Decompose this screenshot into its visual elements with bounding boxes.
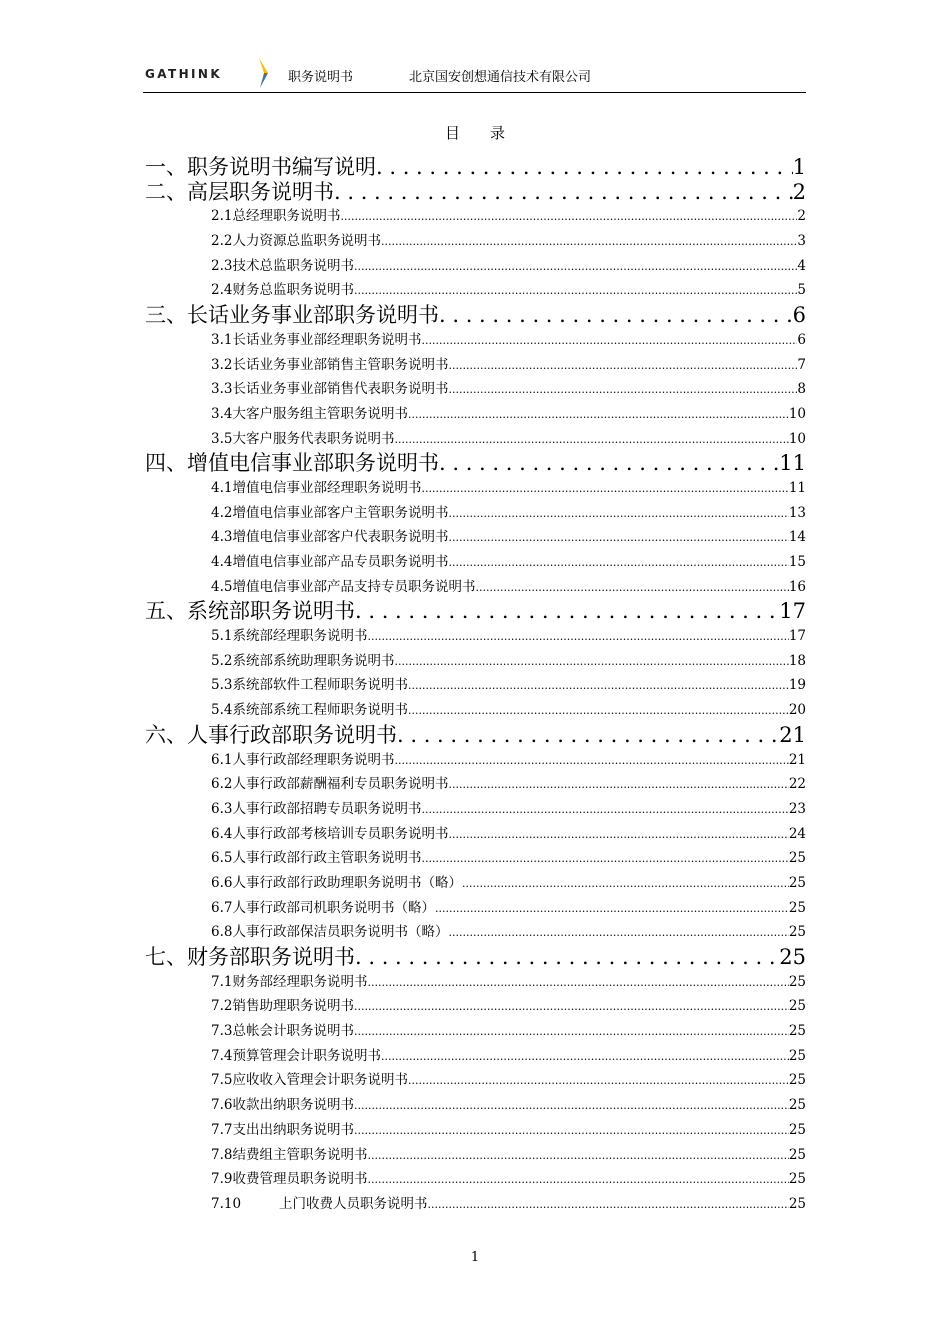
toc-entry-page: 10 [788,430,806,447]
toc-entry-page: 25 [788,1195,806,1212]
toc-entry-label [211,748,394,773]
toc-entry-text: 长话业务事业部经理职务说明书 [232,331,422,348]
toc-entry-number: 3.2 [211,356,233,373]
page-header [143,58,806,93]
toc-entry-number: 7.2 [211,998,233,1015]
toc-section-entry[interactable] [145,797,806,822]
toc-dot-leader [448,920,788,945]
toc-entry-text: 增值电信事业部经理职务说明书 [232,479,422,496]
toc-entry-label [211,328,421,353]
toc-section-entry[interactable] [145,1019,806,1044]
toc-entry-page: 17 [788,628,806,645]
toc-entry-page: 7 [797,356,806,373]
toc-entry-number: 7.1 [211,973,233,990]
company-logo-text: GATHINK [145,67,223,81]
toc-entry-label [211,673,408,698]
toc-section-entry[interactable] [145,402,806,427]
toc-entry-page: 25 [788,850,806,867]
toc-entry-label [211,797,421,822]
toc-entry-text: 三、长话业务事业部职务说明书 [145,303,439,328]
toc-entry-text: 七、财务部职务说明书 [145,945,355,969]
toc-entry-text: 销售助理职务说明书 [232,998,354,1015]
toc-entry-page: 16 [788,578,806,595]
toc-section-entry[interactable] [145,1068,806,1093]
toc-dot-leader [355,945,779,970]
toc-entry-page: 2 [792,179,806,204]
toc-entry-page: 11 [788,479,806,496]
toc-entry-number: 2.4 [211,282,233,299]
toc-entry-label [211,204,340,229]
table-of-contents [145,155,806,1217]
toc-entry-page: 25 [788,1097,806,1114]
toc-entry-label [211,846,421,871]
toc-entry-page: 25 [788,1023,806,1040]
toc-dot-leader [435,896,789,921]
toc-entry-text: 人事行政部招聘专员职务说明书 [232,800,422,817]
toc-entry-label [211,698,408,723]
toc-entry-label [211,525,448,550]
toc-chapter-entry[interactable] [145,155,806,180]
toc-entry-label [211,970,367,995]
toc-entry-label [211,377,448,402]
toc-entry-page: 14 [788,529,806,546]
toc-entry-text: 预算管理会计职务说明书 [232,1047,381,1064]
toc-entry-number: 6.3 [211,800,233,817]
toc-entry-text: 大客户服务组主管职务说明书 [232,405,408,422]
toc-entry-label [211,254,354,279]
toc-entry-page: 15 [788,554,806,570]
toc-entry-page: 25 [788,1072,806,1089]
toc-entry-number: 4.1 [211,479,233,496]
toc-dot-leader [354,1118,789,1143]
toc-entry-number: 6.2 [211,776,233,793]
toc-entry-label [211,871,462,896]
toc-dot-leader [448,550,788,575]
toc-section-entry[interactable] [145,353,806,378]
toc-dot-leader [354,994,789,1019]
toc-section-entry[interactable] [145,204,806,229]
toc-section-entry[interactable] [145,871,806,896]
toc-entry-label [211,427,394,452]
toc-dot-leader [381,1044,789,1069]
toc-title: 目 录 [444,124,506,142]
toc-entry-number: 7.3 [211,1023,233,1040]
toc-dot-leader [421,846,788,871]
toc-dot-leader [408,698,789,723]
toc-entry-label [211,624,367,649]
toc-entry-number: 3.3 [211,381,233,398]
toc-entry-number: 7.10 [211,1195,242,1212]
toc-entry-text: 总帐会计职务说明书 [232,1023,354,1040]
toc-entry-label [211,1044,381,1069]
toc-entry-label [211,1143,367,1168]
toc-entry-label [211,1019,354,1044]
toc-section-entry[interactable] [145,1093,806,1118]
toc-dot-leader [439,451,779,476]
toc-entry-text: 长话业务事业部销售代表职务说明书 [232,381,449,398]
header-doc-title: 职务说明书 [288,70,354,85]
toc-entry-label [211,772,448,797]
toc-chapter-entry[interactable] [145,180,806,205]
toc-section-entry[interactable] [145,1118,806,1143]
toc-entry-text: 上门收费人员职务说明书 [279,1195,428,1212]
toc-entry-label [211,402,408,427]
toc-dot-leader [448,501,788,526]
toc-dot-leader [448,772,788,797]
toc-dot-leader [408,402,789,427]
toc-entry-number: 6.6 [211,874,233,891]
toc-section-entry[interactable] [145,254,806,279]
toc-entry-number: 3.1 [211,331,233,348]
toc-entry-text: 财务总监职务说明书 [232,282,354,299]
toc-dot-leader [408,673,789,698]
toc-entry-text: 六、人事行政部职务说明书 [145,722,397,747]
toc-section-entry[interactable] [145,476,806,501]
toc-section-entry[interactable] [145,377,806,402]
toc-entry-page: 21 [788,751,806,768]
toc-section-entry[interactable] [145,624,806,649]
toc-entry-text: 人力资源总监职务说明书 [232,233,381,250]
toc-entry-label [211,994,354,1019]
toc-dot-leader [475,575,788,600]
toc-dot-leader [394,427,788,452]
toc-dot-leader [397,723,779,748]
toc-entry-text: 大客户服务代表职务说明书 [232,430,395,447]
toc-section-entry[interactable] [145,649,806,674]
toc-section-entry[interactable] [145,1143,806,1168]
toc-section-entry[interactable] [145,1167,806,1192]
toc-dot-leader [334,180,793,205]
toc-entry-page: 17 [779,599,806,624]
toc-entry-page: 13 [788,504,806,521]
toc-dot-leader [428,1192,789,1217]
toc-entry-number: 7.9 [211,1171,233,1188]
toc-entry-text: 增值电信事业部产品支持专员职务说明书 [232,578,476,595]
toc-entry-number: 6.1 [211,751,233,768]
page-number: 1 [470,1250,480,1265]
toc-entry-page: 25 [788,874,806,891]
toc-entry-label [211,476,421,501]
toc-entry-label [211,550,448,575]
toc-entry-label [211,1118,354,1143]
toc-section-entry[interactable] [145,822,806,847]
toc-chapter-entry[interactable] [145,303,806,328]
toc-entry-text: 人事行政部保洁员职务说明书（略） [232,924,449,941]
toc-entry-label [211,896,435,921]
toc-entry-page: 21 [779,722,806,747]
toc-entry-text: 五、系统部职务说明书 [145,599,355,624]
toc-entry-number: 6.4 [211,825,233,842]
toc-entry-number: 7.5 [211,1072,233,1089]
toc-dot-leader [354,278,797,303]
toc-entry-label [211,822,448,847]
toc-entry-label [145,180,334,205]
toc-entry-number: 7.4 [211,1047,233,1064]
toc-entry-label [211,278,354,303]
toc-section-entry[interactable] [145,501,806,526]
toc-entry-page: 25 [788,924,806,941]
toc-entry-page: 25 [788,998,806,1015]
toc-entry-text: 增值电信事业部客户主管职务说明书 [232,504,449,521]
toc-entry-text: 系统部系统助理职务说明书 [232,652,395,669]
toc-entry-number: 4.2 [211,504,233,521]
toc-entry-number: 2.1 [211,208,233,225]
toc-chapter-entry[interactable] [145,599,806,624]
toc-entry-page: 24 [788,825,806,842]
toc-entry-page: 18 [788,652,806,669]
toc-entry-label [145,303,439,328]
toc-entry-text: 人事行政部薪酬福利专员职务说明书 [232,776,449,793]
toc-dot-leader [448,353,797,378]
toc-entry-text: 二、高层职务说明书 [145,179,334,204]
toc-entry-label [211,1093,354,1118]
toc-entry-label [211,1167,367,1192]
toc-entry-number: 3.4 [211,405,233,422]
toc-entry-number: 6.8 [211,924,233,941]
toc-entry-text: 人事行政部行政助理职务说明书（略） [232,874,462,891]
toc-entry-text: 结费组主管职务说明书 [232,1146,368,1163]
toc-entry-text: 人事行政部经理职务说明书 [232,751,395,768]
toc-entry-label [211,920,448,945]
toc-chapter-entry[interactable] [145,723,806,748]
toc-entry-page: 1 [792,155,806,179]
toc-entry-page: 25 [788,973,806,990]
toc-entry-text: 人事行政部司机职务说明书（略） [232,899,435,916]
toc-entry-page: 6 [792,303,806,328]
toc-section-entry[interactable] [145,994,806,1019]
toc-dot-leader [421,328,797,353]
toc-dot-leader [367,624,788,649]
toc-dot-leader [421,797,788,822]
toc-dot-leader [394,748,788,773]
toc-entry-number: 7.8 [211,1146,233,1163]
toc-dot-leader [448,377,797,402]
toc-entry-text: 增值电信事业部客户代表职务说明书 [232,529,449,546]
toc-entry-number: 6.5 [211,850,233,867]
toc-dot-leader [354,1019,789,1044]
toc-entry-number: 7.7 [211,1121,233,1138]
toc-section-entry[interactable] [145,575,806,600]
toc-entry-text: 技术总监职务说明书 [232,257,354,274]
header-company-name: 北京国安创想通信技术有限公司 [409,70,592,85]
toc-section-entry[interactable] [145,525,806,550]
toc-entry-label [145,723,397,748]
toc-section-entry[interactable] [145,772,806,797]
toc-section-entry[interactable] [145,673,806,698]
toc-section-entry[interactable] [145,328,806,353]
toc-section-entry[interactable] [145,278,806,303]
toc-entry-text: 四、增值电信事业部职务说明书 [145,451,439,476]
toc-entry-label [211,353,448,378]
toc-chapter-entry[interactable] [145,945,806,970]
toc-entry-text: 一、职务说明书编写说明 [145,155,376,179]
toc-dot-leader [408,1068,789,1093]
toc-entry-page: 8 [797,381,806,398]
toc-entry-page: 22 [788,776,806,793]
toc-entry-text: 系统部经理职务说明书 [232,628,368,645]
toc-dot-leader [448,822,788,847]
toc-section-entry[interactable] [145,920,806,945]
toc-entry-page: 25 [788,1121,806,1138]
toc-section-entry[interactable] [145,970,806,995]
toc-entry-text: 人事行政部行政主管职务说明书 [232,850,422,867]
toc-entry-page: 10 [788,405,806,422]
toc-entry-label [211,1068,408,1093]
toc-section-entry[interactable] [145,229,806,254]
toc-section-entry[interactable] [145,748,806,773]
toc-entry-number: 7.6 [211,1097,233,1114]
toc-dot-leader [381,229,797,254]
toc-dot-leader [354,1093,789,1118]
toc-entry-label [145,451,439,476]
toc-entry-page: 25 [779,945,806,969]
toc-entry-page: 25 [788,1171,806,1188]
toc-entry-number: 4.4 [211,554,233,570]
toc-entry-text: 应收收入管理会计职务说明书 [232,1072,408,1089]
toc-entry-text: 总经理职务说明书 [232,208,341,225]
toc-dot-leader [448,525,788,550]
toc-entry-label [211,501,448,526]
toc-entry-number: 3.5 [211,430,233,447]
toc-section-entry[interactable] [145,427,806,452]
toc-entry-text: 支出出纳职务说明书 [232,1121,354,1138]
toc-dot-leader [355,599,779,624]
toc-entry-label [145,155,376,180]
toc-chapter-entry[interactable] [145,451,806,476]
toc-dot-leader [439,303,793,328]
toc-entry-text: 长话业务事业部销售主管职务说明书 [232,356,449,373]
toc-entry-page: 5 [797,282,806,299]
toc-entry-number: 2.3 [211,257,233,274]
toc-dot-leader [354,254,797,279]
toc-entry-label [211,575,475,600]
toc-dot-leader [421,476,788,501]
toc-entry-number: 5.2 [211,652,233,669]
toc-entry-number: 4.5 [211,578,233,595]
toc-entry-page: 6 [797,331,806,348]
toc-entry-text: 收费管理员职务说明书 [232,1171,368,1188]
toc-dot-leader [367,970,788,995]
toc-entry-page: 20 [788,702,806,719]
toc-dot-leader [394,649,788,674]
toc-section-entry[interactable] [145,698,806,723]
toc-dot-leader [367,1167,788,1192]
toc-entry-label [211,229,381,254]
toc-entry-page: 23 [788,800,806,817]
toc-entry-number: 6.7 [211,899,233,916]
toc-entry-number: 5.3 [211,677,233,694]
toc-entry-number: 2.2 [211,233,233,250]
toc-entry-page: 4 [797,257,806,274]
toc-entry-text: 增值电信事业部产品专员职务说明书 [232,554,449,570]
toc-entry-page: 2 [797,208,806,225]
toc-entry-text: 系统部软件工程师职务说明书 [232,677,408,694]
toc-dot-leader [340,204,797,229]
toc-entry-text: 人事行政部考核培训专员职务说明书 [232,825,449,842]
toc-section-entry[interactable] [145,1192,806,1217]
toc-entry-number: 5.4 [211,702,233,719]
toc-entry-label [211,1192,428,1217]
toc-section-entry[interactable] [145,1044,806,1069]
toc-entry-page: 3 [797,233,806,250]
toc-section-entry[interactable] [145,846,806,871]
toc-entry-label [145,599,355,624]
toc-entry-label [145,945,355,970]
toc-dot-leader [367,1143,788,1168]
toc-entry-page: 11 [779,451,806,476]
toc-section-entry[interactable] [145,550,806,575]
company-logo-icon [256,58,270,88]
toc-entry-label [211,649,394,674]
toc-entry-text: 收款出纳职务说明书 [232,1097,354,1114]
toc-entry-text: 系统部系统工程师职务说明书 [232,702,408,719]
toc-entry-page: 25 [788,1047,806,1064]
toc-dot-leader [376,155,793,180]
toc-entry-number: 4.3 [211,529,233,546]
toc-entry-page: 19 [788,677,806,694]
toc-entry-page: 25 [788,899,806,916]
toc-section-entry[interactable] [145,896,806,921]
toc-entry-number: 5.1 [211,628,233,645]
toc-entry-page: 25 [788,1146,806,1163]
toc-dot-leader [462,871,789,896]
toc-entry-text: 财务部经理职务说明书 [232,973,368,990]
